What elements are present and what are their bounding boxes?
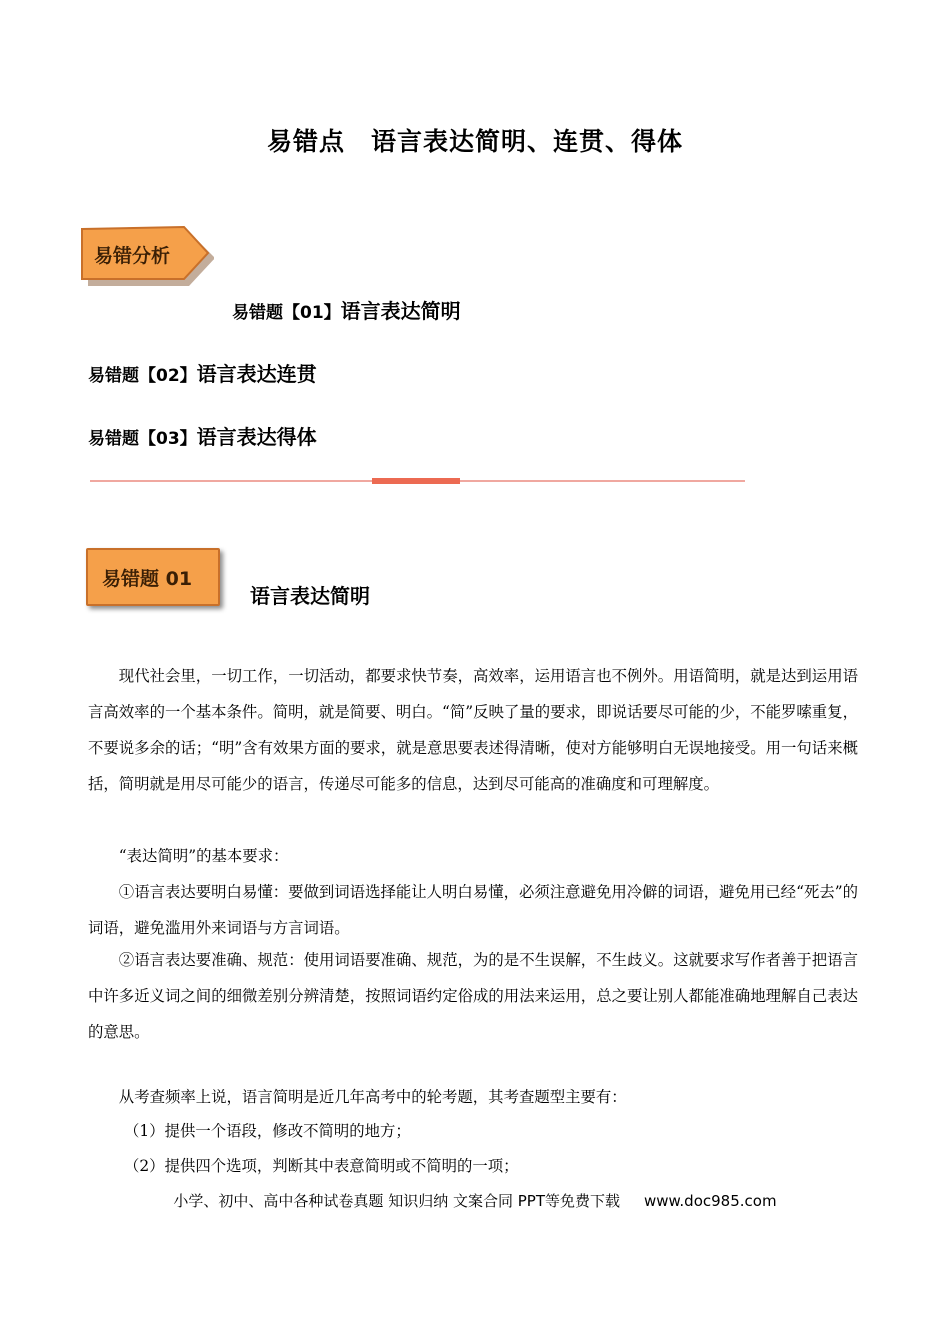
paragraph-intro: 现代社会里，一切工作，一切活动，都要求快节奏，高效率，运用语言也不例外。用语简明，就是达到运用语言高效率的一个基本条件。简明，就是简要、明白。“简”反映了量的要求，即说话要尽可能的少，不能罗嗦重复，不要说多余的话；“明”含有效果方面的要求，就是意思要表述得清晰，使对方能够明白无误地接受。用一句话来概括，简明就是用尽可能少的语言，传递尽可能多的信息，达到尽可能高的准确度和可理解度。 [88, 667, 858, 793]
title-prefix: 易错点 [266, 127, 345, 156]
toc-label: 语言表达得体 [196, 425, 317, 449]
paragraph-requirement-1: ①语言表达要明白易懂：要做到词语选择能让人明白易懂，必须注意避免用冷僻的词语，避免用已经“死去”的词语，避免滥用外来词语与方言词语。 [88, 883, 858, 937]
paragraph-requirements-heading: “表达简明”的基本要求： [118, 847, 289, 865]
analysis-badge [80, 226, 210, 282]
toc-item-03 [88, 421, 317, 450]
section-badge-label: 易错题 01 [102, 568, 193, 590]
divider-accent [372, 478, 460, 484]
paragraph-requirement-2: ②语言表达要准确、规范：使用词语要准确、规范，为的是不生误解，不生歧义。这就要求写作者善于把语言中许多近义词之间的细微差别分辨清楚，按照词语约定俗成的用法来运用，总之要让别人都能准确地理解自己表达的意思。 [88, 951, 858, 1041]
toc-label: 语言表达简明 [340, 299, 461, 323]
footer-url[interactable]: www.doc985.com [643, 1192, 777, 1210]
page-footer [0, 1190, 950, 1211]
section-badge [86, 548, 220, 606]
list-item: （1）提供一个语段，修改不简明的地方； [124, 1122, 411, 1140]
section-title: 语言表达简明 [250, 584, 370, 608]
toc-prefix: 易错题【02】 [88, 366, 197, 386]
paragraph-frequency: 从考查频率上说，语言简明是近几年高考中的轮考题，其考查题型主要有： [118, 1088, 627, 1106]
toc-prefix: 易错题【03】 [88, 429, 197, 449]
toc-prefix: 易错题【01】 [232, 303, 341, 323]
toc-label: 语言表达连贯 [196, 362, 317, 386]
analysis-badge-label: 易错分析 [94, 245, 171, 267]
toc-item-02 [88, 358, 317, 387]
page-title [0, 122, 950, 158]
list-item: （2）提供四个选项，判断其中表意简明或不简明的一项； [124, 1157, 519, 1175]
title-main: 语言表达简明、连贯、得体 [371, 127, 684, 156]
toc-item-01 [232, 295, 461, 324]
footer-text: 小学、初中、高中各种试卷真题 知识归纳 文案合同 PPT等免费下载 [173, 1192, 620, 1210]
